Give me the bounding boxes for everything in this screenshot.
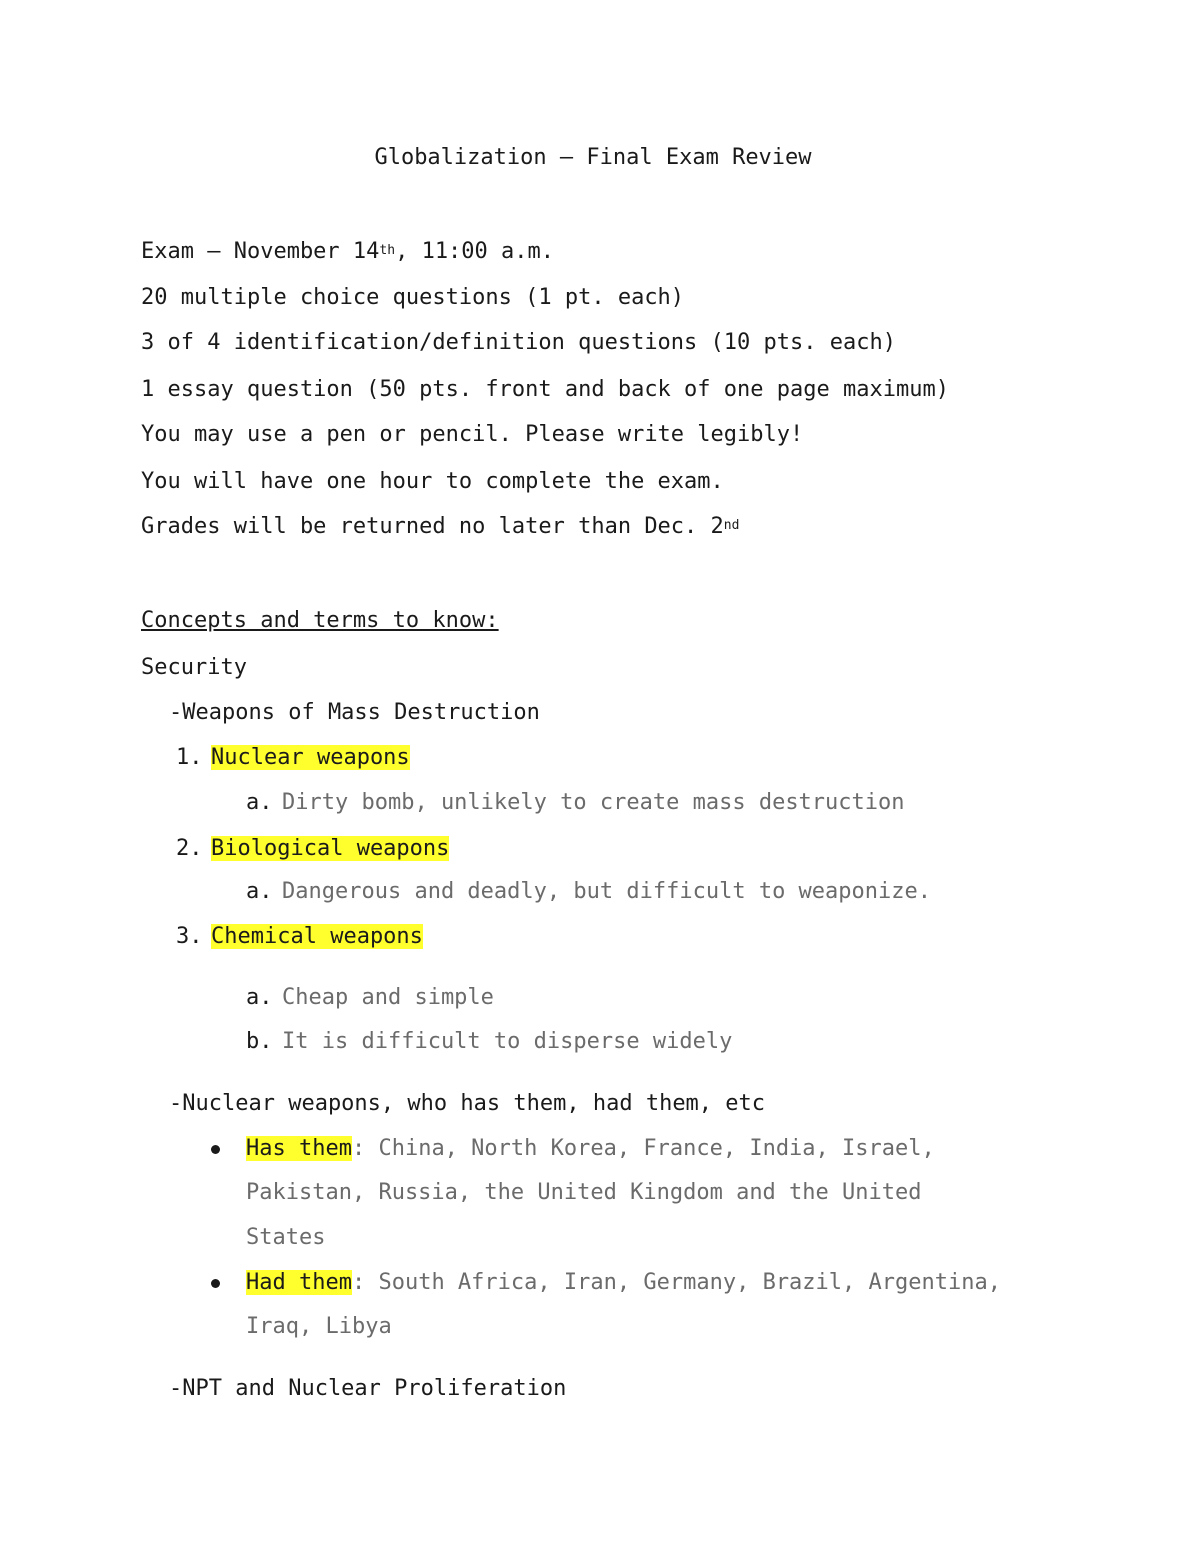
exam-date-suffix: , 11:00 a.m. xyxy=(395,239,555,264)
exam-date-sup: th xyxy=(379,243,396,258)
list-number: 2. xyxy=(176,836,203,861)
exam-date xyxy=(141,237,554,267)
bullet-icon xyxy=(211,1279,220,1288)
bullet-icon xyxy=(211,1145,220,1154)
has-them-line xyxy=(246,1134,935,1164)
list-item xyxy=(176,743,410,773)
npt-heading: -NPT and Nuclear Proliferation xyxy=(169,1376,567,1401)
essay-info: 1 essay question (50 pts. front and back of one page maximum) xyxy=(141,377,949,402)
list-item xyxy=(176,922,423,952)
grades-info-sup: nd xyxy=(723,518,740,533)
had-them-label: Had them xyxy=(246,1270,352,1295)
sub-item xyxy=(246,877,931,907)
list-number: 3. xyxy=(176,924,203,949)
identification-info: 3 of 4 identification/definition questions (10 pts. each) xyxy=(141,330,896,355)
time-info: You will have one hour to complete the exam. xyxy=(141,469,724,494)
has-them-line-2: Pakistan, Russia, the United Kingdom and the United xyxy=(246,1180,922,1205)
section-security: Security xyxy=(141,655,247,680)
had-them-line xyxy=(246,1268,1001,1298)
sub-item xyxy=(246,788,905,818)
had-them-line-2: Iraq, Libya xyxy=(246,1314,392,1339)
sub-text: Dirty bomb, unlikely to create mass destruction xyxy=(282,790,905,815)
has-them-label: Has them xyxy=(246,1136,352,1161)
sub-text: It is difficult to disperse widely xyxy=(282,1029,733,1054)
had-them-text: : South Africa, Iran, Germany, Brazil, Argentina, xyxy=(351,1270,1001,1295)
sub-text: Dangerous and deadly, but difficult to weaponize. xyxy=(282,879,932,904)
sub-letter: b. xyxy=(246,1029,273,1054)
wmd-heading: -Weapons of Mass Destruction xyxy=(169,700,540,725)
sub-text: Cheap and simple xyxy=(282,985,494,1010)
item-label-nuclear: Nuclear weapons xyxy=(211,745,410,770)
item-label-biological: Biological weapons xyxy=(211,836,450,861)
grades-info xyxy=(141,512,739,542)
list-item xyxy=(176,834,449,864)
concepts-heading: Concepts and terms to know: xyxy=(141,608,499,633)
pen-info: You may use a pen or pencil. Please write legibly! xyxy=(141,422,804,447)
page-title: Globalization – Final Exam Review xyxy=(374,145,812,170)
item-label-chemical: Chemical weapons xyxy=(211,924,423,949)
multiple-choice-info: 20 multiple choice questions (1 pt. each) xyxy=(141,285,685,310)
sub-item xyxy=(246,983,494,1013)
nuclear-heading: -Nuclear weapons, who has them, had them, etc xyxy=(169,1091,766,1116)
list-number: 1. xyxy=(176,745,203,770)
sub-item xyxy=(246,1027,732,1057)
exam-date-prefix: Exam – November 14 xyxy=(141,239,380,264)
sub-letter: a. xyxy=(246,790,273,815)
has-them-line-3: States xyxy=(246,1225,326,1250)
sub-letter: a. xyxy=(246,879,273,904)
has-them-text: : China, North Korea, France, India, Israel, xyxy=(351,1136,935,1161)
sub-letter: a. xyxy=(246,985,273,1010)
grades-info-prefix: Grades will be returned no later than Dec. 2 xyxy=(141,514,724,539)
